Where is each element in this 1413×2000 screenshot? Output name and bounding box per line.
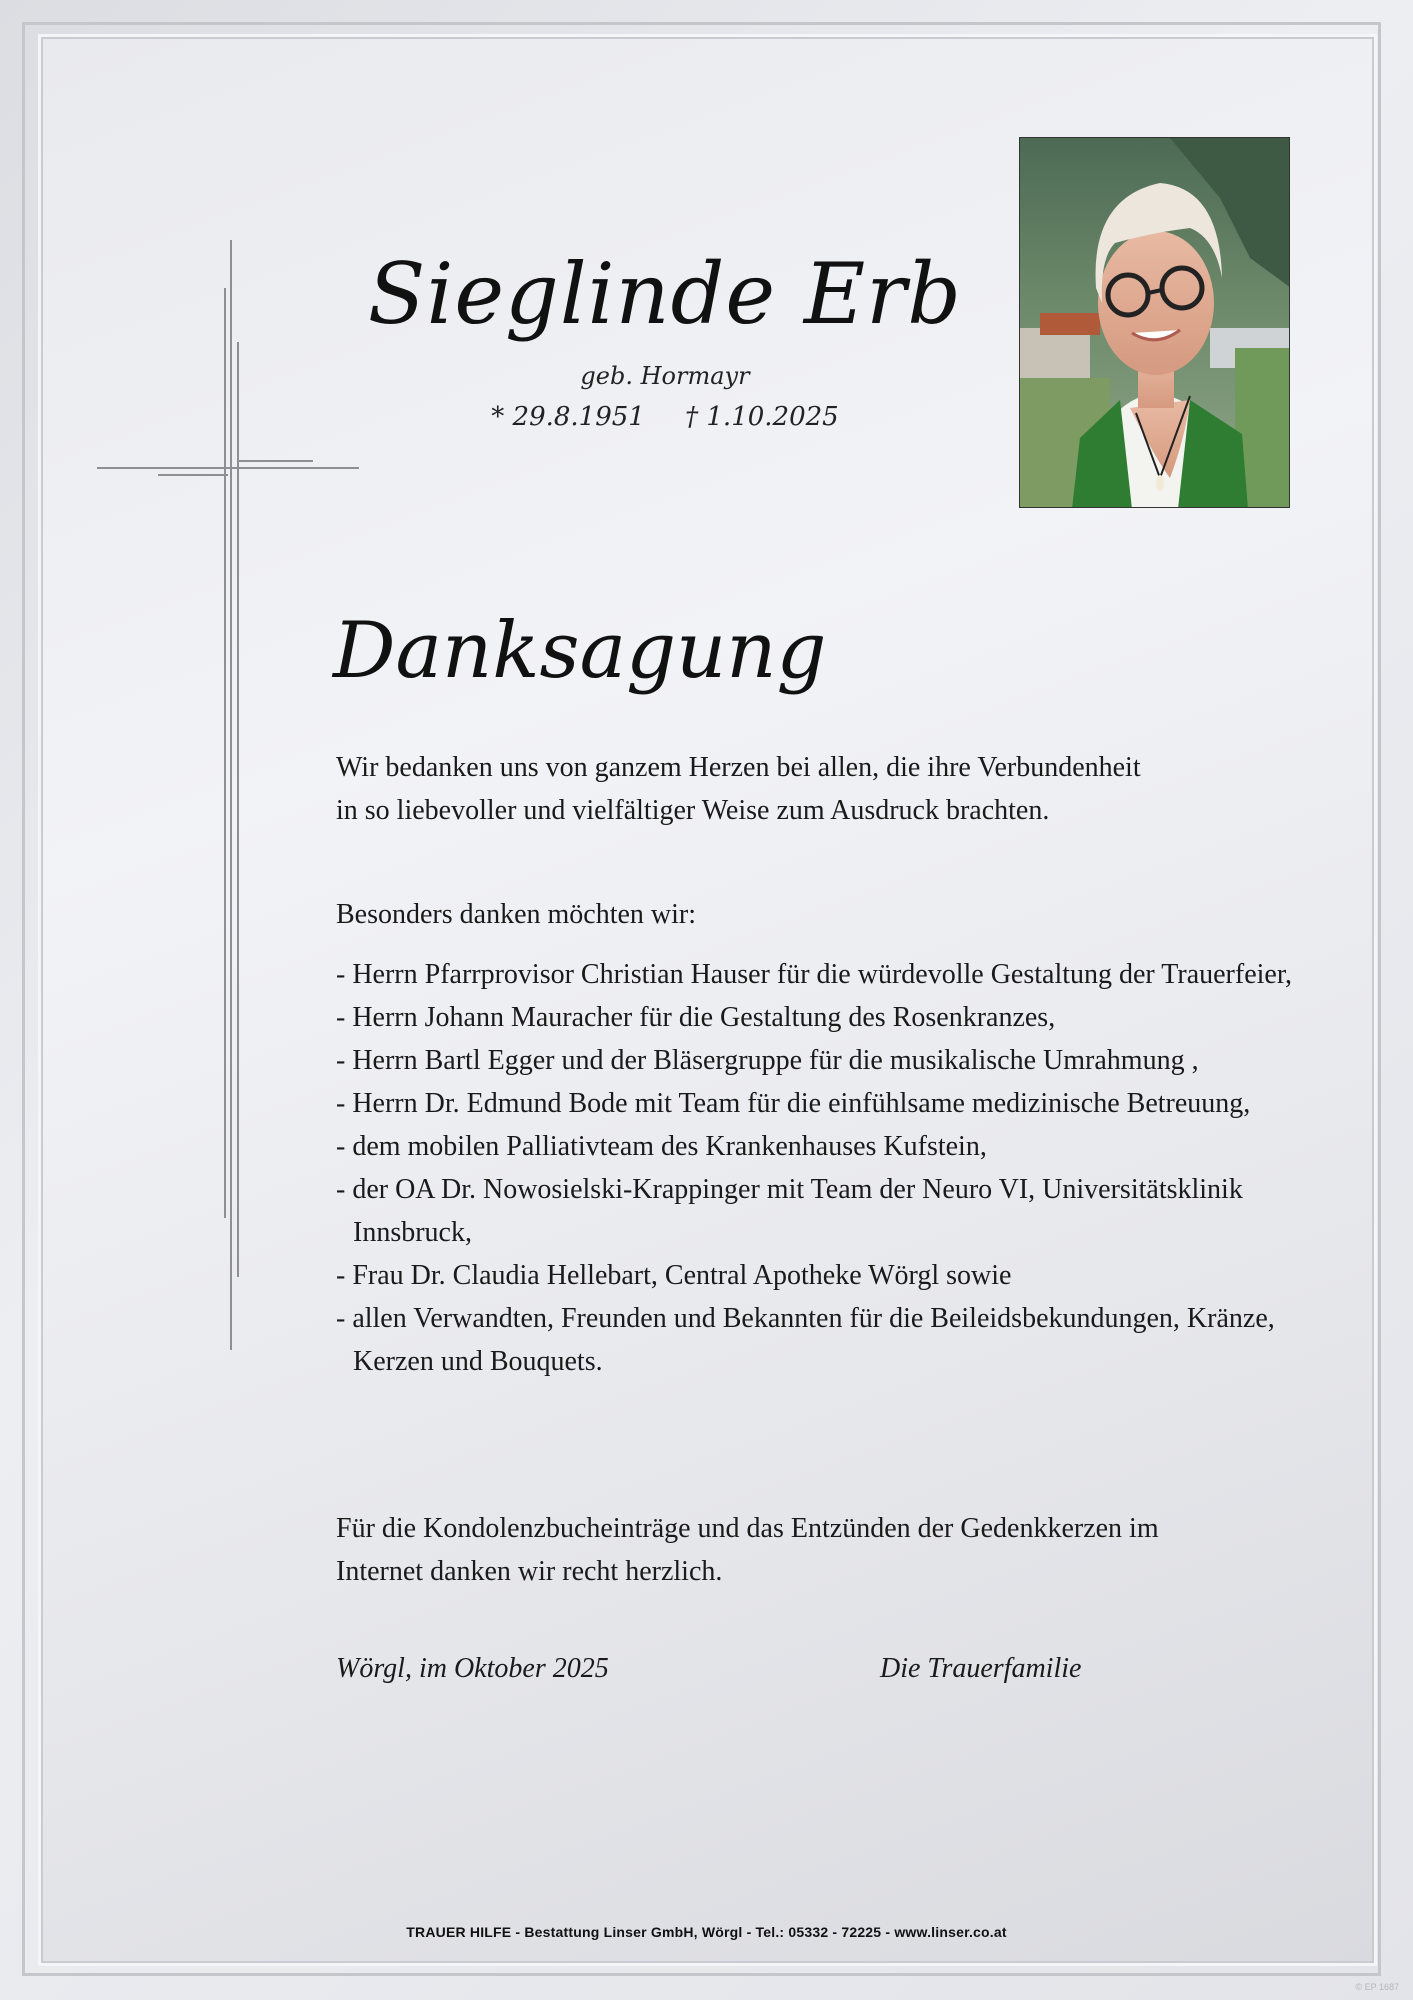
- heading: Danksagung: [333, 606, 827, 696]
- list-item: - der OA Dr. Nowosielski-Krappinger mit Team der Neuro VI, Universitätsklinik Innsbruck,: [336, 1174, 1243, 1248]
- list-item: - Herrn Pfarrprovisor Christian Hauser für die würdevolle Gestaltung der Trauerfeier,: [336, 959, 1293, 990]
- portrait-photo: [1019, 137, 1290, 508]
- closing-line: Internet danken wir recht herzlich.: [336, 1556, 723, 1587]
- list-item: - dem mobilen Palliativteam des Krankenhauses Kufstein,: [336, 1131, 987, 1162]
- signature: Die Trauerfamilie: [880, 1653, 1082, 1684]
- place-date: Wörgl, im Oktober 2025: [336, 1653, 609, 1684]
- thanks-intro: Besonders danken möchten wir:: [336, 899, 697, 930]
- birth-date: * 29.8.1951: [491, 402, 645, 432]
- footer-imprint: TRAUER HILFE - Bestattung Linser GmbH, Wörgl - Tel.: 05332 - 72225 - www.linser.co.at: [406, 1924, 1007, 1940]
- closing-paragraph: [336, 1507, 1316, 1593]
- list-item: - Herrn Johann Mauracher für die Gestaltung des Rosenkranzes,: [336, 1002, 1056, 1033]
- intro-line: in so liebevoller und vielfältiger Weise zum Ausdruck brachten.: [336, 795, 1050, 826]
- list-item: - Herrn Bartl Egger und der Bläsergruppe für die musikalische Umrahmung ,: [336, 1045, 1199, 1076]
- list-item: - allen Verwandten, Freunden und Bekannten für die Beileidsbekundungen, Kränze, Kerzen und Bouquets.: [336, 1303, 1275, 1377]
- print-code: © EP 1687: [1355, 1982, 1399, 1992]
- deceased-name: Sieglinde Erb: [367, 245, 963, 343]
- intro-line: Wir bedanken uns von ganzem Herzen bei allen, die ihre Verbundenheit: [336, 752, 1141, 783]
- closing-line: Für die Kondolenzbucheinträge und das Entzünden der Gedenkkerzen im: [336, 1513, 1159, 1544]
- intro-paragraph: [336, 746, 1316, 832]
- thanks-list: [336, 953, 1316, 1383]
- maiden-name: geb. Hormayr: [580, 362, 750, 390]
- life-dates: [420, 402, 910, 432]
- list-item: - Herrn Dr. Edmund Bode mit Team für die einfühlsame medizinische Betreuung,: [336, 1088, 1251, 1119]
- death-date: † 1.10.2025: [685, 402, 839, 432]
- list-item: - Frau Dr. Claudia Hellebart, Central Apotheke Wörgl sowie: [336, 1260, 1012, 1291]
